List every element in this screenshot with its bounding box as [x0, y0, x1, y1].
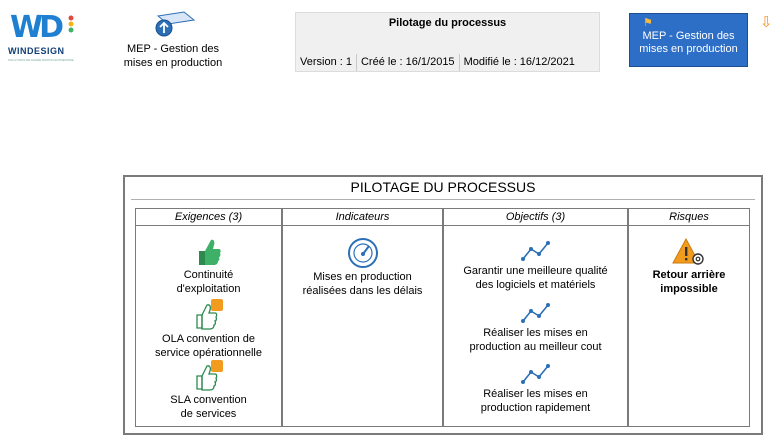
exigence-item-continuite[interactable]: [136, 237, 281, 296]
info-created: Créé le : 16/1/2015: [356, 54, 459, 71]
objectif-item-rapidite[interactable]: [444, 362, 627, 415]
warning-gear-icon: [672, 237, 706, 267]
sla-thumbs-up-icon: [193, 360, 225, 392]
thumbs-up-icon: [196, 237, 222, 267]
column-header-indicateurs: Indicateurs: [283, 209, 442, 226]
info-modified: Modifié le : 16/12/2021: [459, 54, 579, 71]
column-header-exigences: Exigences (3): [136, 209, 281, 226]
item-label-line2: des logiciels et matériels: [475, 279, 596, 291]
item-label-line1: Garantir une meilleure qualité: [463, 265, 608, 277]
panel-title-divider: [131, 199, 755, 200]
item-label-line1: Continuité: [183, 269, 234, 281]
item-label-line1: Mises en production: [313, 271, 412, 283]
windesign-logo: [8, 10, 76, 66]
item-label-line1: Réaliser les mises en: [483, 388, 588, 400]
logo-mark: WD: [10, 10, 60, 45]
mep-button-line1: MEP - Gestion des: [642, 30, 735, 42]
column-indicateurs: [282, 208, 443, 427]
info-version: Version : 1: [300, 56, 352, 68]
item-label-line2: production au meilleur cout: [469, 341, 602, 353]
process-link[interactable]: [118, 10, 228, 70]
info-meta-row: [296, 54, 599, 71]
trend-line-icon: [520, 362, 552, 386]
item-label-line2: d'exploitation: [176, 283, 241, 295]
column-exigences: [135, 208, 282, 427]
trend-line-icon: [520, 301, 552, 325]
download-arrow-icon[interactable]: ⇩: [760, 14, 773, 31]
item-label-line2: impossible: [660, 283, 718, 295]
flag-icon: ⚑: [643, 17, 653, 29]
mep-process-button[interactable]: [629, 13, 748, 67]
panel-title: PILOTAGE DU PROCESSUS: [350, 179, 536, 195]
process-link-line1: MEP - Gestion des: [126, 43, 220, 55]
objectif-item-cout[interactable]: [444, 301, 627, 354]
item-label-line1: Réaliser les mises en: [483, 327, 588, 339]
column-risques: [628, 208, 750, 427]
risque-item-retour-arriere[interactable]: [629, 237, 749, 296]
logo-brand: WINDESIGN: [8, 46, 65, 56]
trend-line-icon: [520, 239, 552, 263]
exigence-item-sla[interactable]: [136, 360, 281, 421]
process-arrow-icon: [150, 10, 196, 40]
process-link-line2: mises en production: [123, 57, 223, 69]
item-label-line1: SLA convention: [170, 394, 247, 406]
mep-button-line2: mises en production: [639, 43, 738, 55]
info-title: Pilotage du processus: [388, 17, 507, 29]
objectif-item-qualite[interactable]: [444, 239, 627, 292]
ola-thumbs-up-icon: [193, 299, 225, 331]
indicateur-item-delais[interactable]: [283, 237, 442, 298]
column-header-risques: Risques: [629, 209, 749, 226]
item-label-line2: de services: [180, 408, 237, 420]
exigence-item-ola[interactable]: [136, 299, 281, 360]
item-label-line1: Retour arrière: [652, 269, 726, 281]
item-label-line2: réalisées dans les délais: [302, 285, 423, 297]
column-objectifs: [443, 208, 628, 427]
pilotage-panel: [123, 175, 763, 435]
logo-tagline: SOLUTIONS DE MODÉLISATION ENTREPRISE: [8, 58, 74, 62]
column-header-objectifs: Objectifs (3): [444, 209, 627, 226]
logo-dots-icon: [66, 14, 76, 34]
item-label-line2: production rapidement: [480, 402, 591, 414]
item-label-line1: OLA convention de: [162, 333, 255, 345]
gauge-icon: [347, 237, 379, 269]
item-label-line2: service opérationnelle: [154, 347, 262, 359]
process-info-box: [295, 12, 600, 72]
